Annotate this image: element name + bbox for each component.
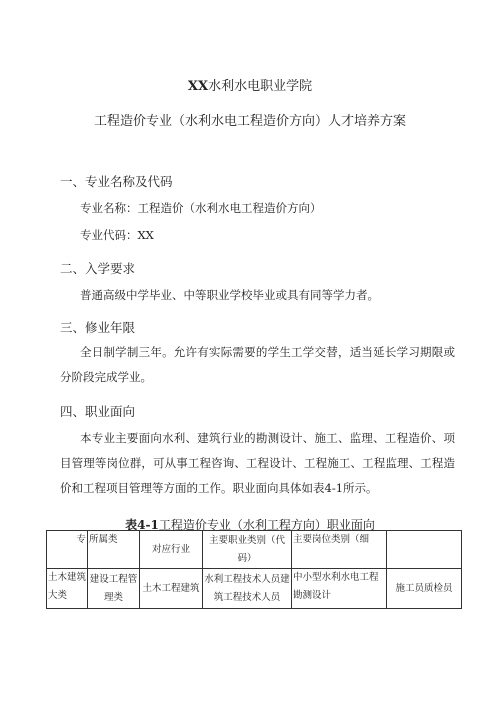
header-cell-major: 专 <box>47 531 88 569</box>
major-code-line: 专业代码：XX <box>80 228 154 242</box>
section-4-heading: 四、职业面向 <box>60 404 136 419</box>
table-row <box>47 569 462 609</box>
document-title: 工程造价专业（水利水电工程造价方向）人才培养方案 <box>93 114 406 129</box>
cell-position-extra: 施工员质检员 <box>387 569 462 609</box>
career-orientation-paragraph: 本专业主要面向水利、建筑行业的勘测设计、施工、监理、工程造价、项目管理等岗位群，可从事工程咨询、工程设计、工程施工、工程监理、工程造价和工程项目管理等方面的工作。职业面向具体如表4-1所示。 <box>60 431 455 495</box>
section-1-heading: 一、专业名称及代码 <box>60 174 173 189</box>
study-duration-paragraph: 全日制学制三年。允许有实际需要的学生工学交替，适当延长学习期限或分阶段完成学业。 <box>60 345 455 384</box>
header-cell-position: 主要岗位类别（细 <box>292 531 387 569</box>
cell-category: 建设工程管理类 <box>88 569 140 609</box>
cell-position: 中小型水利水电工程勘测设计 <box>292 569 387 609</box>
section-2-heading: 二、入学要求 <box>60 261 136 276</box>
header-cell-extra <box>387 531 462 569</box>
table-header-row <box>47 531 462 569</box>
admission-requirement: 普通高级中学毕业、中等职业学校毕业或具有同等学力者。 <box>80 288 379 302</box>
section-3-heading: 三、修业年限 <box>60 320 136 335</box>
career-table <box>46 530 462 609</box>
major-name-line: 专业名称：工程造价（水利水电工程造价方向） <box>80 201 322 215</box>
cell-industry: 土木工程建筑 <box>140 569 203 609</box>
cell-occupation: 水利工程技术人员建筑工程技术人员 <box>203 569 292 609</box>
table-caption-text: 工程造价专业（水利工程方向）职业面向 <box>158 518 375 532</box>
table-number: 表4-1 <box>125 518 159 532</box>
school-name: 水利水电职业学院 <box>208 79 313 94</box>
header-cell-industry: 对应行业 <box>140 531 203 569</box>
header-cell-occupation: 主要职业类别（代码） <box>203 531 292 569</box>
school-title <box>0 75 500 94</box>
header-cell-category: 所属类 <box>88 531 140 569</box>
cell-major-category: 土木建筑大类 <box>47 569 88 609</box>
school-prefix: XX <box>187 79 209 94</box>
